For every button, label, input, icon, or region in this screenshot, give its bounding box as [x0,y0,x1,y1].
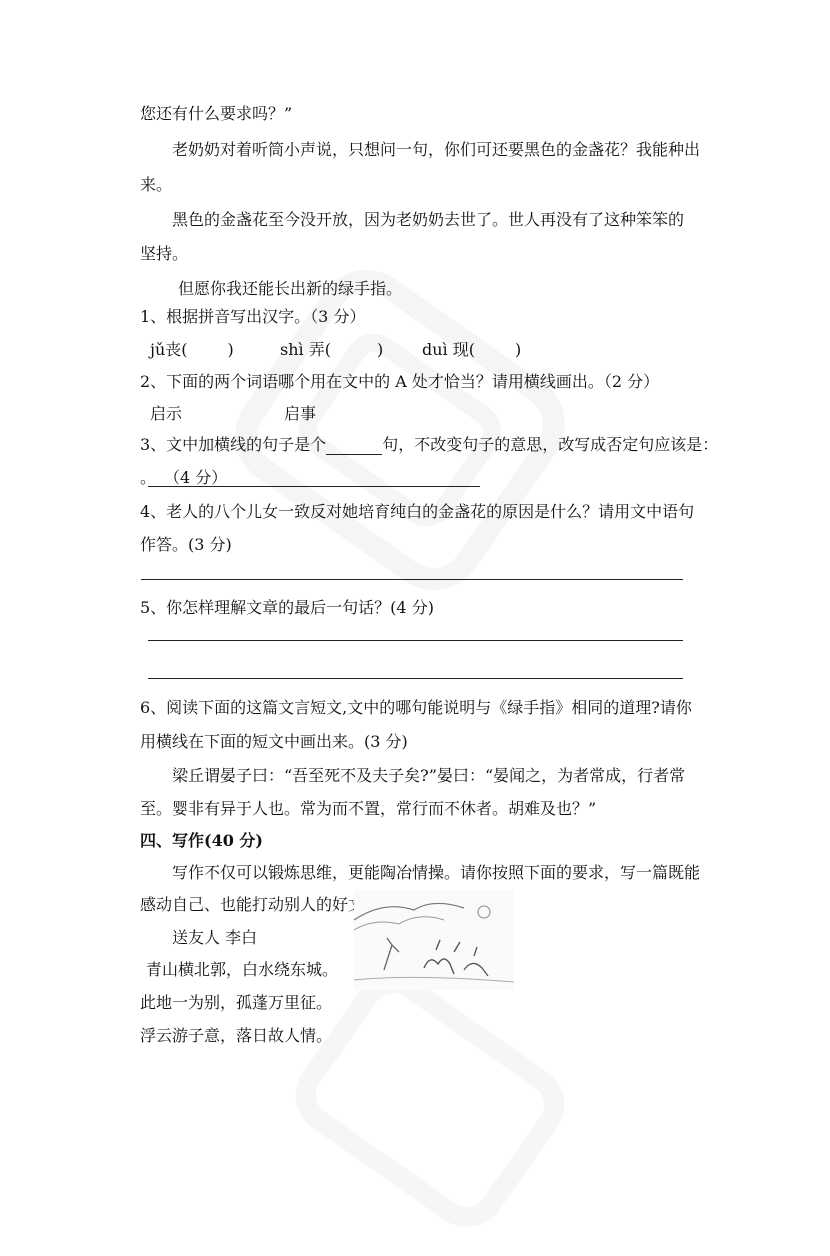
q1-item-3: duì 现( ) [422,340,522,359]
question-6-prompt: 6、阅读下面的这篇文言短文,文中的哪句能说明与《绿手指》相同的道理?请你 [140,698,692,717]
question-2-prompt: 2、下面的两个词语哪个用在文中的 A 处才恰当？请用横线画出。（2 分） [140,372,660,391]
question-5-prompt: 5、你怎样理解文章的最后一句话？(4 分) [140,598,434,617]
passage-line: 黑色的金盏花至今没开放，因为老奶奶去世了。世人再没有了这种笨笨的 [172,210,685,229]
q1-pinyin: shì [280,340,304,359]
writing-intro-cont: 感动自己、也能打动别人的好文 [140,895,365,914]
passage-line: 但愿你我还能长出新的绿手指。 [178,279,403,298]
question-1-prompt: 1、根据拼音写出汉字。（3 分） [140,307,366,326]
passage-line: 来。 [140,175,173,194]
q1-item-2: shì 弄( ) [280,340,384,359]
poem-line: 浮云游子意，落日故人情。 [140,1026,333,1045]
writing-intro: 写作不仅可以锻炼思维，更能陶冶情操。请你按照下面的要求，写一篇既能 [172,863,701,882]
q3-blank [326,438,382,455]
q1-pinyin: jǔ [150,340,166,359]
q1-char: 弄( [308,340,331,359]
section-heading-writing: 四、写作(40 分) [140,831,263,850]
q5-answer-line [148,678,683,679]
q3-score: （4 分） [164,468,228,487]
classical-text: 至。婴非有异于人也。常为而不置，常行而不休者。胡难及也？” [140,799,597,818]
q1-char: 丧( [165,340,188,359]
q4-answer-line [141,579,683,580]
question-4-prompt-cont: 作答。(3 分) [140,535,232,554]
classical-text: 梁丘谓晏子曰：“吾至死不及夫子矣?”晏曰：“晏闻之，为者常成，行者常 [172,766,686,785]
q2-option: 启事 [284,404,317,423]
q1-char: 现( [452,340,476,359]
watermark-logo-bottom [266,944,594,1256]
q1-item-1: jǔ丧( ) [150,340,234,359]
q5-answer-line [148,640,683,641]
landscape-sketch-image [354,890,514,990]
q3-answer-underline [148,486,480,487]
passage-line: 老奶奶对着听筒小声说，只想问一句，你们可还要黑色的金盏花？我能种出 [172,140,701,159]
question-6-prompt-cont: 用横线在下面的短文中画出来。(3 分) [140,732,408,751]
q2-option: 启示 [150,404,183,423]
q1-pinyin: duì [422,340,448,359]
poem-line: 此地一为别，孤蓬万里征。 [140,993,333,1012]
poem-line: 青山横北郭，白水绕东城。 [146,960,339,979]
q3-answer-line: 。 （4 分） [140,468,228,487]
question-4-prompt: 4、老人的八个儿女一致反对她培育纯白的金盏花的原因是什么？请用文中语句 [140,502,695,521]
poem-title: 送友人 李白 [172,928,258,947]
passage-line: 坚持。 [140,244,189,263]
passage-line: 您还有什么要求吗？” [140,104,293,123]
question-3-prompt: 3、文中加横线的句子是个 句，不改变句子的意思，改写成否定句应该是： [140,435,719,454]
